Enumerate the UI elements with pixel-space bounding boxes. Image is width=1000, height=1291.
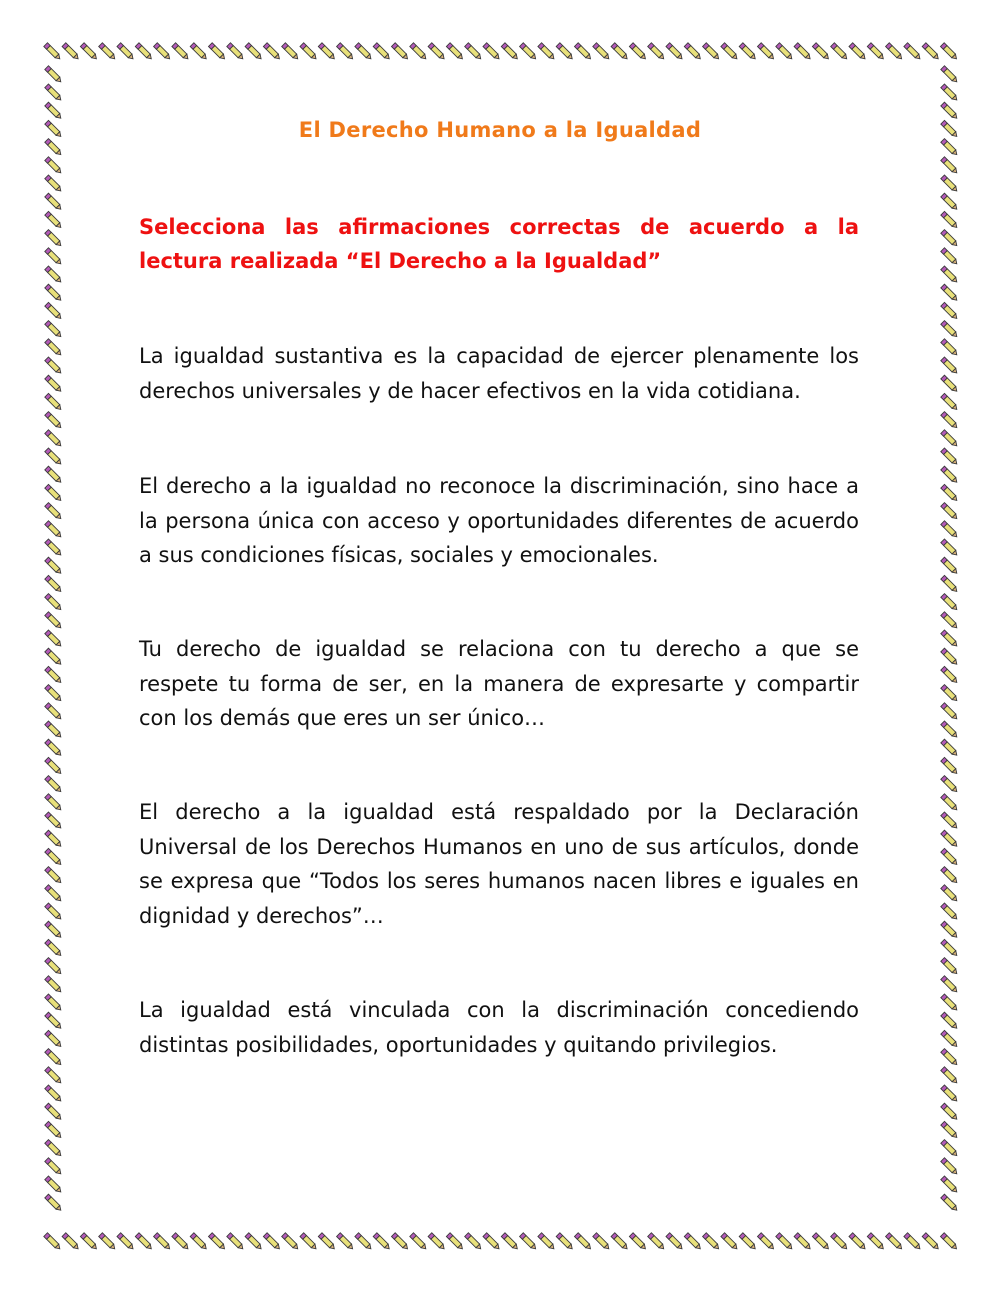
pencil-icon — [410, 1233, 428, 1251]
pencil-icon — [941, 794, 959, 812]
pencil-icon — [941, 466, 959, 484]
pencil-icon — [45, 1176, 63, 1194]
worksheet-instructions: Selecciona las afirmaciones correctas de acuerdo a la lectura realizada “El Derecho a la Igualdad” — [139, 215, 859, 273]
pencil-icon — [941, 430, 959, 448]
pencil-icon — [62, 43, 80, 61]
pencil-icon — [172, 1233, 190, 1251]
pencil-icon — [355, 43, 373, 61]
pencil-icon — [941, 1067, 959, 1085]
pencil-icon — [45, 230, 63, 248]
pencil-icon — [99, 1233, 117, 1251]
pencil-icon — [45, 848, 63, 866]
pencil-icon — [190, 43, 208, 61]
pencil-icon — [99, 43, 117, 61]
pencil-icon — [45, 903, 63, 921]
pencil-icon — [501, 43, 519, 61]
pencil-icon — [941, 1158, 959, 1176]
pencil-icon — [45, 721, 63, 739]
pencil-icon — [45, 685, 63, 703]
pencil-icon — [45, 939, 63, 957]
pencil-icon — [648, 43, 666, 61]
pencil-icon — [941, 939, 959, 957]
pencil-icon — [465, 43, 483, 61]
pencil-icon — [941, 848, 959, 866]
pencil-icon — [941, 339, 959, 357]
pencil-icon — [648, 1233, 666, 1251]
pencil-icon — [80, 1233, 98, 1251]
pencil-icon — [80, 43, 98, 61]
pencil-icon — [941, 976, 959, 994]
pencil-icon — [45, 302, 63, 320]
pencil-icon — [245, 43, 263, 61]
pencil-icon — [721, 43, 739, 61]
pencil-icon — [941, 830, 959, 848]
pencil-icon — [45, 666, 63, 684]
pencil-icon — [45, 1012, 63, 1030]
pencil-icon — [941, 66, 959, 84]
pencil-icon — [227, 43, 245, 61]
pencil-icon — [45, 612, 63, 630]
pencil-icon — [465, 1233, 483, 1251]
pencil-icon — [154, 1233, 172, 1251]
pencil-icon — [941, 575, 959, 593]
pencil-icon — [538, 43, 556, 61]
pencil-icon — [757, 43, 775, 61]
pencil-icon — [941, 594, 959, 612]
pencil-icon — [849, 1233, 867, 1251]
pencil-icon — [941, 357, 959, 375]
pencil-icon — [45, 630, 63, 648]
pencil-icon — [45, 739, 63, 757]
pencil-icon — [941, 321, 959, 339]
pencil-icon — [941, 266, 959, 284]
pencil-icon — [45, 339, 63, 357]
pencil-border-right — [936, 64, 962, 1228]
pencil-icon — [45, 1158, 63, 1176]
pencil-icon — [941, 211, 959, 229]
pencil-icon — [45, 794, 63, 812]
pencil-icon — [45, 1085, 63, 1103]
pencil-icon — [282, 43, 300, 61]
pencil-icon — [45, 84, 63, 102]
pencil-icon — [941, 1049, 959, 1067]
pencil-icon — [45, 1103, 63, 1121]
pencil-icon — [941, 885, 959, 903]
pencil-icon — [684, 43, 702, 61]
pencil-icon — [941, 1103, 959, 1121]
pencil-icon — [593, 1233, 611, 1251]
pencil-icon — [45, 466, 63, 484]
pencil-icon — [941, 1121, 959, 1139]
pencil-icon — [263, 1233, 281, 1251]
pencil-icon — [190, 1233, 208, 1251]
pencil-icon — [520, 43, 538, 61]
pencil-icon — [703, 1233, 721, 1251]
pencil-icon — [300, 43, 318, 61]
pencil-icon — [941, 757, 959, 775]
pencil-icon — [831, 43, 849, 61]
pencil-icon — [941, 612, 959, 630]
pencil-icon — [556, 1233, 574, 1251]
pencil-icon — [940, 1233, 958, 1251]
pencil-icon — [941, 393, 959, 411]
pencil-icon — [446, 1233, 464, 1251]
pencil-border-top — [40, 38, 960, 64]
pencil-icon — [45, 248, 63, 266]
pencil-icon — [941, 1012, 959, 1030]
pencil-icon — [941, 284, 959, 302]
pencil-icon — [154, 43, 172, 61]
pencil-icon — [867, 43, 885, 61]
pencil-icon — [941, 1176, 959, 1194]
pencil-icon — [483, 43, 501, 61]
pencil-icon — [611, 43, 629, 61]
pencil-icon — [593, 43, 611, 61]
pencil-icon — [428, 1233, 446, 1251]
pencil-icon — [904, 43, 922, 61]
pencil-icon — [45, 812, 63, 830]
pencil-icon — [391, 1233, 409, 1251]
pencil-icon — [941, 1194, 959, 1212]
pencil-icon — [629, 43, 647, 61]
pencil-icon — [941, 739, 959, 757]
pencil-icon — [941, 302, 959, 320]
pencil-icon — [45, 484, 63, 502]
pencil-icon — [45, 958, 63, 976]
statement-option[interactable]: La igualdad está vinculada con la discriminación concediendo distintas posibilidades, oportunidades y quitando privilegios. — [139, 998, 859, 1057]
pencil-icon — [520, 1233, 538, 1251]
pencil-icon — [629, 1233, 647, 1251]
pencil-icon — [941, 484, 959, 502]
pencil-icon — [45, 211, 63, 229]
pencil-icon — [941, 1140, 959, 1158]
pencil-icon — [45, 575, 63, 593]
pencil-icon — [941, 921, 959, 939]
pencil-icon — [446, 43, 464, 61]
pencil-icon — [886, 43, 904, 61]
pencil-icon — [45, 321, 63, 339]
pencil-icon — [45, 375, 63, 393]
pencil-icon — [922, 1233, 940, 1251]
pencil-icon — [574, 43, 592, 61]
pencil-icon — [172, 43, 190, 61]
pencil-icon — [941, 448, 959, 466]
pencil-icon — [135, 43, 153, 61]
pencil-icon — [45, 175, 63, 193]
pencil-icon — [703, 43, 721, 61]
pencil-icon — [428, 43, 446, 61]
pencil-icon — [684, 1233, 702, 1251]
pencil-icon — [355, 1233, 373, 1251]
pencil-icon — [611, 1233, 629, 1251]
pencil-icon — [941, 1030, 959, 1048]
pencil-icon — [227, 1233, 245, 1251]
pencil-icon — [941, 648, 959, 666]
pencil-icon — [940, 43, 958, 61]
pencil-icon — [941, 994, 959, 1012]
pencil-icon — [337, 43, 355, 61]
pencil-icon — [812, 43, 830, 61]
pencil-icon — [45, 157, 63, 175]
pencil-icon — [45, 393, 63, 411]
pencil-icon — [941, 375, 959, 393]
pencil-icon — [941, 230, 959, 248]
pencil-icon — [45, 703, 63, 721]
pencil-icon — [941, 812, 959, 830]
statement-option[interactable]: El derecho a la igualdad no reconoce la discriminación, sino hace a la persona única con acceso y oportunidades diferentes de acuerdo a sus condiciones físicas, sociales y emocionales. — [139, 474, 859, 567]
pencil-icon — [318, 43, 336, 61]
pencil-icon — [263, 43, 281, 61]
pencil-icon — [45, 757, 63, 775]
pencil-icon — [941, 193, 959, 211]
pencil-icon — [849, 43, 867, 61]
pencil-icon — [391, 43, 409, 61]
pencil-icon — [45, 976, 63, 994]
pencil-icon — [45, 1049, 63, 1067]
statement-option[interactable]: Tu derecho de igualdad se relaciona con tu derecho a que se respete tu forma de ser, en la manera de expresarte y compartir con los demás que eres un ser único… — [139, 637, 859, 730]
pencil-icon — [831, 1233, 849, 1251]
pencil-icon — [666, 43, 684, 61]
pencil-icon — [904, 1233, 922, 1251]
pencil-icon — [739, 43, 757, 61]
pencil-icon — [45, 1121, 63, 1139]
pencil-icon — [867, 1233, 885, 1251]
pencil-icon — [44, 43, 62, 61]
pencil-icon — [245, 1233, 263, 1251]
pencil-icon — [282, 1233, 300, 1251]
pencil-icon — [538, 1233, 556, 1251]
pencil-icon — [45, 448, 63, 466]
pencil-icon — [208, 43, 226, 61]
pencil-icon — [483, 1233, 501, 1251]
pencil-icon — [45, 1140, 63, 1158]
pencil-icon — [117, 1233, 135, 1251]
pencil-icon — [776, 1233, 794, 1251]
pencil-icon — [501, 1233, 519, 1251]
pencil-icon — [922, 43, 940, 61]
pencil-icon — [574, 1233, 592, 1251]
pencil-icon — [812, 1233, 830, 1251]
pencil-icon — [794, 1233, 812, 1251]
pencil-icon — [941, 557, 959, 575]
pencil-icon — [135, 1233, 153, 1251]
pencil-icon — [941, 539, 959, 557]
pencil-icon — [45, 503, 63, 521]
pencil-icon — [941, 703, 959, 721]
pencil-icon — [941, 1085, 959, 1103]
pencil-icon — [45, 66, 63, 84]
pencil-icon — [373, 1233, 391, 1251]
worksheet-title: El Derecho Humano a la Igualdad — [298, 118, 702, 142]
pencil-icon — [941, 721, 959, 739]
pencil-icon — [45, 266, 63, 284]
pencil-icon — [62, 1233, 80, 1251]
pencil-icon — [410, 43, 428, 61]
pencil-icon — [776, 43, 794, 61]
pencil-icon — [45, 521, 63, 539]
pencil-icon — [45, 1194, 63, 1212]
pencil-icon — [373, 43, 391, 61]
pencil-icon — [318, 1233, 336, 1251]
pencil-icon — [208, 1233, 226, 1251]
pencil-icon — [45, 557, 63, 575]
pencil-icon — [117, 43, 135, 61]
pencil-icon — [45, 594, 63, 612]
pencil-icon — [941, 175, 959, 193]
pencil-icon — [941, 666, 959, 684]
pencil-icon — [45, 867, 63, 885]
pencil-icon — [941, 521, 959, 539]
pencil-icon — [886, 1233, 904, 1251]
pencil-icon — [757, 1233, 775, 1251]
pencil-icon — [45, 539, 63, 557]
pencil-icon — [337, 1233, 355, 1251]
pencil-icon — [44, 1233, 62, 1251]
pencil-icon — [45, 357, 63, 375]
pencil-icon — [721, 1233, 739, 1251]
pencil-icon — [300, 1233, 318, 1251]
pencil-icon — [45, 776, 63, 794]
pencil-border-left — [40, 64, 66, 1228]
pencil-icon — [45, 885, 63, 903]
pencil-icon — [666, 1233, 684, 1251]
pencil-icon — [45, 193, 63, 211]
statement-option[interactable]: La igualdad sustantiva es la capacidad de ejercer plenamente los derechos universales y de hacer efectivos en la vida cotidiana. — [139, 344, 859, 403]
pencil-icon — [45, 994, 63, 1012]
pencil-icon — [45, 412, 63, 430]
pencil-icon — [45, 430, 63, 448]
pencil-icon — [941, 412, 959, 430]
statement-option[interactable]: El derecho a la igualdad está respaldado por la Declaración Universal de los Derechos Humanos en uno de sus artículos, donde se expresa que “Todos los seres humanos nacen libres e iguales en dignidad y derechos”… — [139, 800, 859, 928]
pencil-icon — [794, 43, 812, 61]
pencil-icon — [45, 830, 63, 848]
pencil-icon — [556, 43, 574, 61]
pencil-icon — [45, 921, 63, 939]
pencil-icon — [941, 958, 959, 976]
pencil-icon — [941, 248, 959, 266]
pencil-icon — [739, 1233, 757, 1251]
pencil-icon — [941, 903, 959, 921]
pencil-icon — [941, 503, 959, 521]
pencil-icon — [941, 685, 959, 703]
pencil-icon — [45, 648, 63, 666]
pencil-icon — [941, 630, 959, 648]
pencil-icon — [941, 84, 959, 102]
pencil-icon — [941, 157, 959, 175]
pencil-icon — [941, 867, 959, 885]
pencil-icon — [941, 776, 959, 794]
pencil-icon — [45, 1030, 63, 1048]
pencil-icon — [45, 284, 63, 302]
pencil-border-bottom — [40, 1228, 960, 1254]
pencil-icon — [45, 1067, 63, 1085]
